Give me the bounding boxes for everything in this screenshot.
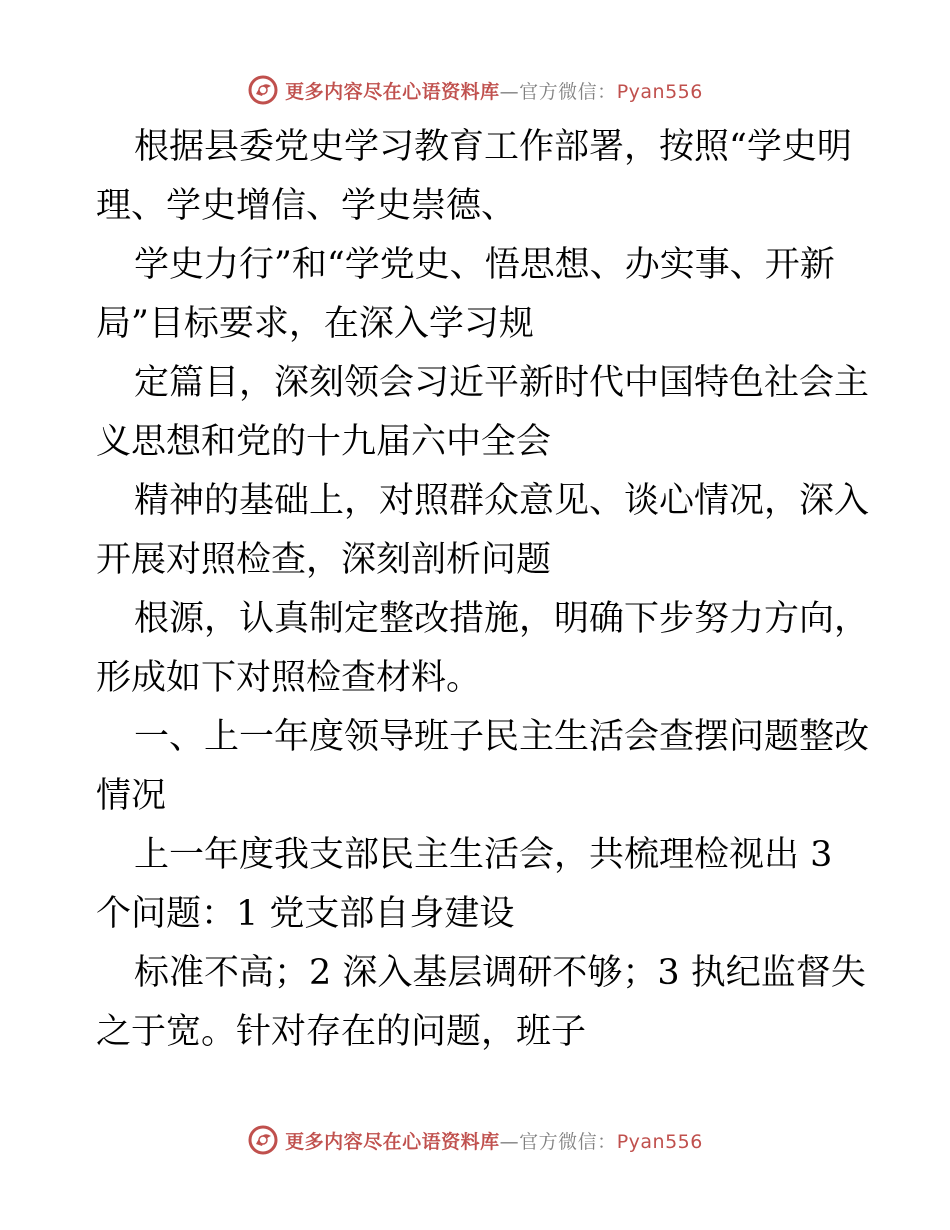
header-watermark	[0, 70, 950, 110]
paragraph-line: 上一年度我支部民主生活会，共梳理检视出 3	[134, 835, 833, 875]
paragraph-1	[96, 118, 856, 236]
paragraph-4	[96, 472, 870, 590]
watermark-library-text: 更多内容尽在心语资料库	[285, 1130, 500, 1153]
section-heading-1	[96, 708, 870, 826]
paragraph-line: 根源，认真制定整改措施，明确下步努力方向，	[134, 599, 870, 639]
paragraph-8	[96, 944, 866, 1062]
paragraph-line: 理、学史增信、学史崇德、	[96, 186, 517, 226]
paragraph-line: 精神的基础上，对照群众意见、谈心情况，深入	[134, 481, 870, 521]
watermark-text	[285, 1127, 703, 1154]
watermark-dash: —	[499, 1130, 520, 1153]
watermark-dash: —	[499, 80, 520, 103]
document-body	[96, 118, 870, 1062]
paragraph-line: 局”目标要求，在深入学习规	[96, 304, 534, 344]
paragraph-line: 形成如下对照检查材料。	[96, 658, 482, 698]
paragraph-7	[96, 826, 856, 944]
footer-watermark	[0, 1120, 950, 1160]
paragraph-line: 学史力行”和“学党史、悟思想、办实事、开新	[134, 245, 835, 285]
watermark-library-text: 更多内容尽在心语资料库	[285, 80, 500, 103]
paragraph-line: 定篇目，深刻领会习近平新时代中国特色社会主	[134, 363, 870, 403]
watermark-wechat-id: Pyan556	[616, 1130, 703, 1153]
paragraph-line: 开展对照检查，深刻剖析问题	[96, 540, 552, 580]
watermark-official-text: 官方微信：	[519, 80, 617, 103]
red-swirl-logo-icon	[247, 1124, 279, 1156]
paragraph-line: 标准不高；2 深入基层调研不够；3 执纪监督失	[134, 953, 866, 993]
paragraph-line: 之于宽。针对存在的问题，班子	[96, 1012, 587, 1052]
paragraph-line: 个问题：1 党支部自身建设	[96, 894, 515, 934]
red-swirl-logo-icon	[247, 74, 279, 106]
paragraph-line: 根据县委党史学习教育工作部署，按照“学史明	[134, 127, 852, 167]
paragraph-3	[96, 354, 870, 472]
paragraph-line: 义思想和党的十九届六中全会	[96, 422, 552, 462]
watermark-official-text: 官方微信：	[519, 1130, 617, 1153]
heading-line: 一、上一年度领导班子民主生活会查摆问题整改	[134, 717, 870, 757]
paragraph-5	[96, 590, 870, 708]
paragraph-2	[96, 236, 856, 354]
watermark-wechat-id: Pyan556	[616, 80, 703, 103]
watermark-text	[285, 77, 703, 104]
heading-line: 情况	[96, 776, 167, 816]
